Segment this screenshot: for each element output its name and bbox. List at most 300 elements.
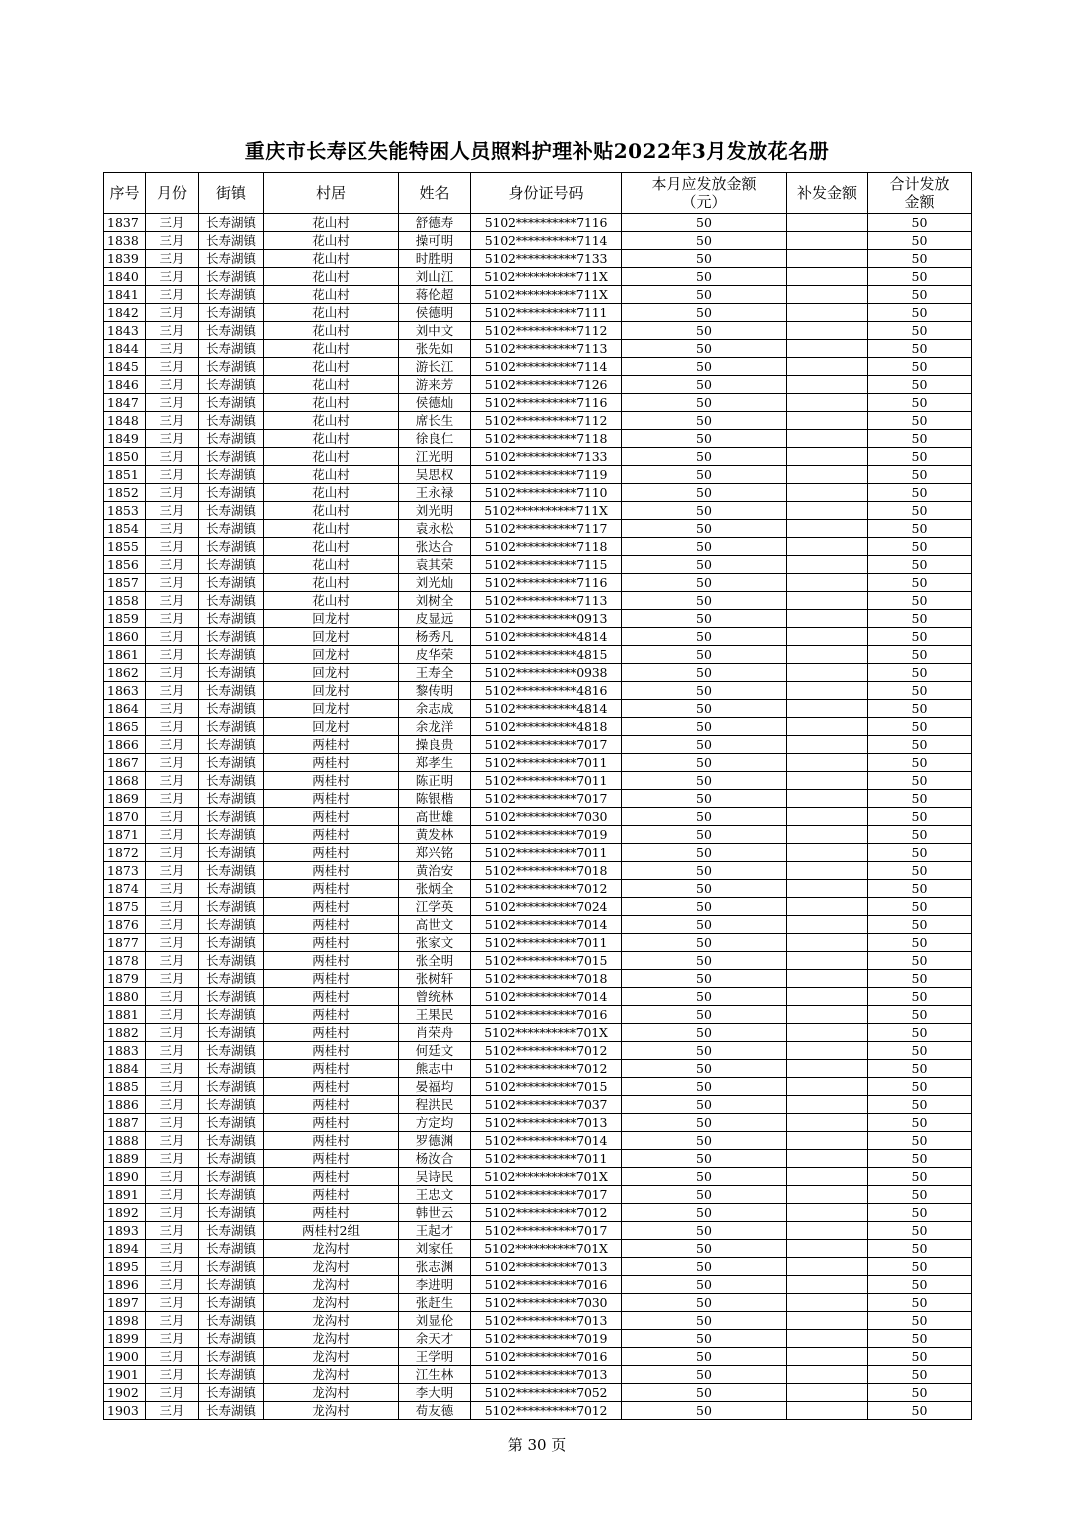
cell-name: 王果民	[399, 1006, 471, 1024]
cell-seq: 1877	[104, 934, 146, 952]
cell-name: 时胜明	[399, 250, 471, 268]
cell-village: 花山村	[264, 520, 399, 538]
cell-name: 皮华荣	[399, 646, 471, 664]
cell-amount-due: 50	[622, 358, 787, 376]
table-row	[104, 862, 972, 880]
cell-village: 龙沟村	[264, 1384, 399, 1402]
table-row	[104, 1348, 972, 1366]
cell-village: 回龙村	[264, 664, 399, 682]
cell-amount-due: 50	[622, 1168, 787, 1186]
cell-id-number: 5102**********7018	[471, 970, 622, 988]
cell-id-number: 5102**********7017	[471, 1222, 622, 1240]
cell-supplement	[787, 718, 868, 736]
cell-name: 刘山江	[399, 268, 471, 286]
cell-street: 长寿湖镇	[199, 790, 264, 808]
cell-amount-due: 50	[622, 1240, 787, 1258]
cell-name: 徐良仁	[399, 430, 471, 448]
cell-amount-due: 50	[622, 970, 787, 988]
cell-seq: 1856	[104, 556, 146, 574]
cell-amount-due: 50	[622, 1384, 787, 1402]
header-amount-due	[622, 173, 787, 214]
cell-seq: 1883	[104, 1042, 146, 1060]
cell-street: 长寿湖镇	[199, 286, 264, 304]
cell-amount-due: 50	[622, 646, 787, 664]
cell-street: 长寿湖镇	[199, 412, 264, 430]
cell-amount-due: 50	[622, 574, 787, 592]
cell-month: 三月	[146, 754, 199, 772]
cell-supplement	[787, 1258, 868, 1276]
table-row	[104, 754, 972, 772]
cell-amount-due: 50	[622, 916, 787, 934]
cell-month: 三月	[146, 484, 199, 502]
cell-month: 三月	[146, 502, 199, 520]
cell-amount-due: 50	[622, 1276, 787, 1294]
cell-amount-due: 50	[622, 214, 787, 232]
cell-total: 50	[868, 1222, 972, 1240]
cell-street: 长寿湖镇	[199, 718, 264, 736]
cell-street: 长寿湖镇	[199, 1006, 264, 1024]
table-row	[104, 1258, 972, 1276]
cell-street: 长寿湖镇	[199, 1204, 264, 1222]
cell-id-number: 5102**********7018	[471, 862, 622, 880]
cell-id-number: 5102**********7133	[471, 250, 622, 268]
cell-seq: 1869	[104, 790, 146, 808]
cell-seq: 1870	[104, 808, 146, 826]
cell-id-number: 5102**********7113	[471, 592, 622, 610]
cell-name: 吴诗民	[399, 1168, 471, 1186]
cell-total: 50	[868, 1312, 972, 1330]
cell-total: 50	[868, 1348, 972, 1366]
cell-street: 长寿湖镇	[199, 970, 264, 988]
cell-name: 李大明	[399, 1384, 471, 1402]
cell-name: 皮显远	[399, 610, 471, 628]
cell-name: 张炳全	[399, 880, 471, 898]
cell-month: 三月	[146, 610, 199, 628]
table-row	[104, 610, 972, 628]
header-id-number: 身份证号码	[471, 173, 622, 214]
cell-id-number: 5102**********7112	[471, 322, 622, 340]
cell-month: 三月	[146, 844, 199, 862]
cell-id-number: 5102**********7013	[471, 1114, 622, 1132]
cell-total: 50	[868, 1168, 972, 1186]
cell-name: 张家文	[399, 934, 471, 952]
cell-total: 50	[868, 682, 972, 700]
cell-month: 三月	[146, 1006, 199, 1024]
cell-total: 50	[868, 826, 972, 844]
cell-name: 王起才	[399, 1222, 471, 1240]
cell-village: 两桂村	[264, 736, 399, 754]
page-title: 重庆市长寿区失能特困人员照料护理补贴2022年3月发放花名册	[244, 139, 830, 163]
table-row	[104, 1132, 972, 1150]
cell-total: 50	[868, 484, 972, 502]
cell-seq: 1894	[104, 1240, 146, 1258]
cell-street: 长寿湖镇	[199, 358, 264, 376]
cell-supplement	[787, 232, 868, 250]
cell-total: 50	[868, 1366, 972, 1384]
cell-id-number: 5102**********711X	[471, 286, 622, 304]
cell-supplement	[787, 808, 868, 826]
cell-seq: 1858	[104, 592, 146, 610]
cell-amount-due: 50	[622, 1114, 787, 1132]
cell-name: 张达合	[399, 538, 471, 556]
cell-month: 三月	[146, 1384, 199, 1402]
cell-name: 吴思权	[399, 466, 471, 484]
cell-village: 花山村	[264, 286, 399, 304]
cell-month: 三月	[146, 808, 199, 826]
cell-month: 三月	[146, 232, 199, 250]
cell-seq: 1855	[104, 538, 146, 556]
table-row	[104, 538, 972, 556]
header-amount-due-line1: 本月应发放金额	[651, 175, 757, 193]
cell-supplement	[787, 592, 868, 610]
table-row	[104, 376, 972, 394]
cell-id-number: 5102**********7012	[471, 1042, 622, 1060]
table-row	[104, 808, 972, 826]
cell-id-number: 5102**********7114	[471, 358, 622, 376]
cell-id-number: 5102**********7030	[471, 1294, 622, 1312]
cell-month: 三月	[146, 340, 199, 358]
cell-village: 回龙村	[264, 700, 399, 718]
cell-amount-due: 50	[622, 862, 787, 880]
cell-street: 长寿湖镇	[199, 754, 264, 772]
cell-street: 长寿湖镇	[199, 1240, 264, 1258]
table-row	[104, 1168, 972, 1186]
cell-village: 花山村	[264, 268, 399, 286]
cell-id-number: 5102**********7133	[471, 448, 622, 466]
cell-street: 长寿湖镇	[199, 592, 264, 610]
cell-id-number: 5102**********7012	[471, 880, 622, 898]
cell-village: 两桂村	[264, 790, 399, 808]
cell-amount-due: 50	[622, 556, 787, 574]
cell-month: 三月	[146, 664, 199, 682]
cell-total: 50	[868, 736, 972, 754]
cell-supplement	[787, 574, 868, 592]
cell-supplement	[787, 736, 868, 754]
cell-village: 花山村	[264, 304, 399, 322]
cell-seq: 1881	[104, 1006, 146, 1024]
cell-supplement	[787, 1204, 868, 1222]
cell-name: 罗德渊	[399, 1132, 471, 1150]
cell-total: 50	[868, 1078, 972, 1096]
cell-supplement	[787, 916, 868, 934]
cell-name: 刘家任	[399, 1240, 471, 1258]
cell-id-number: 5102**********7011	[471, 772, 622, 790]
cell-seq: 1878	[104, 952, 146, 970]
cell-total: 50	[868, 556, 972, 574]
cell-total: 50	[868, 502, 972, 520]
cell-id-number: 5102**********4818	[471, 718, 622, 736]
cell-supplement	[787, 538, 868, 556]
cell-month: 三月	[146, 268, 199, 286]
cell-month: 三月	[146, 1132, 199, 1150]
cell-month: 三月	[146, 790, 199, 808]
cell-seq: 1859	[104, 610, 146, 628]
cell-seq: 1891	[104, 1186, 146, 1204]
cell-name: 侯德灿	[399, 394, 471, 412]
cell-total: 50	[868, 862, 972, 880]
cell-supplement	[787, 682, 868, 700]
cell-seq: 1902	[104, 1384, 146, 1402]
cell-total: 50	[868, 808, 972, 826]
cell-amount-due: 50	[622, 484, 787, 502]
table-row	[104, 1042, 972, 1060]
cell-village: 龙沟村	[264, 1330, 399, 1348]
cell-seq: 1838	[104, 232, 146, 250]
cell-village: 花山村	[264, 484, 399, 502]
cell-name: 刘中文	[399, 322, 471, 340]
cell-name: 张先如	[399, 340, 471, 358]
cell-month: 三月	[146, 1114, 199, 1132]
cell-total: 50	[868, 754, 972, 772]
cell-amount-due: 50	[622, 340, 787, 358]
cell-seq: 1845	[104, 358, 146, 376]
cell-street: 长寿湖镇	[199, 1330, 264, 1348]
table-row	[104, 916, 972, 934]
cell-street: 长寿湖镇	[199, 340, 264, 358]
cell-village: 龙沟村	[264, 1276, 399, 1294]
cell-village: 两桂村	[264, 1204, 399, 1222]
header-total-line2: 金额	[904, 193, 935, 211]
cell-village: 两桂村	[264, 1060, 399, 1078]
cell-amount-due: 50	[622, 754, 787, 772]
cell-amount-due: 50	[622, 1330, 787, 1348]
cell-village: 花山村	[264, 214, 399, 232]
cell-total: 50	[868, 916, 972, 934]
table-row	[104, 664, 972, 682]
cell-amount-due: 50	[622, 718, 787, 736]
cell-amount-due: 50	[622, 1366, 787, 1384]
cell-seq: 1889	[104, 1150, 146, 1168]
cell-village: 花山村	[264, 232, 399, 250]
cell-month: 三月	[146, 1060, 199, 1078]
table-row	[104, 880, 972, 898]
table-row	[104, 574, 972, 592]
cell-supplement	[787, 412, 868, 430]
cell-total: 50	[868, 268, 972, 286]
cell-name: 席长生	[399, 412, 471, 430]
table-row	[104, 1078, 972, 1096]
cell-month: 三月	[146, 1168, 199, 1186]
cell-total: 50	[868, 538, 972, 556]
cell-street: 长寿湖镇	[199, 916, 264, 934]
cell-street: 长寿湖镇	[199, 1366, 264, 1384]
cell-supplement	[787, 1078, 868, 1096]
cell-supplement	[787, 1060, 868, 1078]
cell-village: 花山村	[264, 430, 399, 448]
cell-village: 回龙村	[264, 610, 399, 628]
table-row	[104, 358, 972, 376]
cell-total: 50	[868, 520, 972, 538]
cell-supplement	[787, 214, 868, 232]
cell-street: 长寿湖镇	[199, 682, 264, 700]
cell-village: 花山村	[264, 592, 399, 610]
cell-seq: 1853	[104, 502, 146, 520]
header-total	[868, 173, 972, 214]
cell-id-number: 5102**********7114	[471, 232, 622, 250]
cell-month: 三月	[146, 358, 199, 376]
table-row	[104, 790, 972, 808]
cell-total: 50	[868, 988, 972, 1006]
cell-supplement	[787, 502, 868, 520]
cell-name: 晏福均	[399, 1078, 471, 1096]
cell-name: 舒德寿	[399, 214, 471, 232]
cell-month: 三月	[146, 646, 199, 664]
cell-id-number: 5102**********0938	[471, 664, 622, 682]
cell-month: 三月	[146, 574, 199, 592]
cell-id-number: 5102**********7016	[471, 1348, 622, 1366]
cell-supplement	[787, 988, 868, 1006]
cell-street: 长寿湖镇	[199, 1132, 264, 1150]
cell-street: 长寿湖镇	[199, 1078, 264, 1096]
cell-supplement	[787, 898, 868, 916]
cell-village: 两桂村	[264, 1150, 399, 1168]
cell-id-number: 5102**********0913	[471, 610, 622, 628]
roster-table	[103, 172, 972, 1420]
cell-village: 花山村	[264, 358, 399, 376]
cell-amount-due: 50	[622, 790, 787, 808]
cell-amount-due: 50	[622, 934, 787, 952]
cell-street: 长寿湖镇	[199, 430, 264, 448]
cell-village: 两桂村	[264, 916, 399, 934]
table-row	[104, 1312, 972, 1330]
cell-month: 三月	[146, 916, 199, 934]
cell-id-number: 5102**********7011	[471, 754, 622, 772]
cell-village: 两桂村2组	[264, 1222, 399, 1240]
table-row	[104, 448, 972, 466]
cell-amount-due: 50	[622, 502, 787, 520]
cell-amount-due: 50	[622, 520, 787, 538]
cell-amount-due: 50	[622, 430, 787, 448]
cell-seq: 1837	[104, 214, 146, 232]
cell-street: 长寿湖镇	[199, 520, 264, 538]
cell-month: 三月	[146, 394, 199, 412]
cell-seq: 1887	[104, 1114, 146, 1132]
cell-id-number: 5102**********7017	[471, 790, 622, 808]
cell-street: 长寿湖镇	[199, 862, 264, 880]
cell-supplement	[787, 556, 868, 574]
cell-village: 花山村	[264, 574, 399, 592]
cell-seq: 1864	[104, 700, 146, 718]
cell-month: 三月	[146, 736, 199, 754]
cell-seq: 1901	[104, 1366, 146, 1384]
cell-id-number: 5102**********7111	[471, 304, 622, 322]
cell-month: 三月	[146, 682, 199, 700]
cell-month: 三月	[146, 304, 199, 322]
cell-supplement	[787, 358, 868, 376]
cell-supplement	[787, 1402, 868, 1420]
cell-village: 龙沟村	[264, 1312, 399, 1330]
cell-seq: 1854	[104, 520, 146, 538]
cell-name: 江学英	[399, 898, 471, 916]
cell-id-number: 5102**********7011	[471, 1150, 622, 1168]
cell-village: 两桂村	[264, 1078, 399, 1096]
cell-name: 肖荣舟	[399, 1024, 471, 1042]
cell-supplement	[787, 1006, 868, 1024]
cell-total: 50	[868, 790, 972, 808]
cell-amount-due: 50	[622, 538, 787, 556]
cell-supplement	[787, 1150, 868, 1168]
cell-supplement	[787, 790, 868, 808]
table-row	[104, 952, 972, 970]
cell-street: 长寿湖镇	[199, 538, 264, 556]
cell-month: 三月	[146, 466, 199, 484]
cell-id-number: 5102**********7113	[471, 340, 622, 358]
cell-amount-due: 50	[622, 1132, 787, 1150]
cell-street: 长寿湖镇	[199, 808, 264, 826]
cell-amount-due: 50	[622, 376, 787, 394]
cell-total: 50	[868, 1024, 972, 1042]
table-row	[104, 502, 972, 520]
cell-street: 长寿湖镇	[199, 934, 264, 952]
cell-amount-due: 50	[622, 736, 787, 754]
cell-total: 50	[868, 1384, 972, 1402]
cell-supplement	[787, 862, 868, 880]
cell-seq: 1842	[104, 304, 146, 322]
cell-supplement	[787, 322, 868, 340]
header-supplement: 补发金额	[787, 173, 868, 214]
table-row	[104, 1276, 972, 1294]
cell-seq: 1849	[104, 430, 146, 448]
cell-id-number: 5102**********7013	[471, 1366, 622, 1384]
cell-amount-due: 50	[622, 466, 787, 484]
cell-street: 长寿湖镇	[199, 700, 264, 718]
cell-id-number: 5102**********7126	[471, 376, 622, 394]
cell-village: 花山村	[264, 394, 399, 412]
cell-supplement	[787, 880, 868, 898]
cell-id-number: 5102**********7110	[471, 484, 622, 502]
cell-street: 长寿湖镇	[199, 844, 264, 862]
cell-seq: 1848	[104, 412, 146, 430]
table-row	[104, 826, 972, 844]
cell-village: 花山村	[264, 412, 399, 430]
cell-name: 王学明	[399, 1348, 471, 1366]
cell-name: 江生林	[399, 1366, 471, 1384]
cell-month: 三月	[146, 1150, 199, 1168]
cell-supplement	[787, 628, 868, 646]
cell-month: 三月	[146, 1042, 199, 1060]
cell-village: 两桂村	[264, 772, 399, 790]
cell-total: 50	[868, 898, 972, 916]
cell-name: 高世文	[399, 916, 471, 934]
cell-month: 三月	[146, 1204, 199, 1222]
cell-village: 花山村	[264, 340, 399, 358]
table-row	[104, 1060, 972, 1078]
cell-village: 两桂村	[264, 970, 399, 988]
cell-total: 50	[868, 340, 972, 358]
cell-month: 三月	[146, 520, 199, 538]
cell-street: 长寿湖镇	[199, 1150, 264, 1168]
cell-month: 三月	[146, 1186, 199, 1204]
cell-seq: 1867	[104, 754, 146, 772]
cell-total: 50	[868, 412, 972, 430]
cell-month: 三月	[146, 448, 199, 466]
cell-amount-due: 50	[622, 1060, 787, 1078]
cell-supplement	[787, 1384, 868, 1402]
table-row	[104, 484, 972, 502]
table-row	[104, 934, 972, 952]
cell-supplement	[787, 1042, 868, 1060]
cell-name: 游来芳	[399, 376, 471, 394]
cell-amount-due: 50	[622, 808, 787, 826]
cell-seq: 1844	[104, 340, 146, 358]
cell-village: 两桂村	[264, 862, 399, 880]
cell-village: 两桂村	[264, 988, 399, 1006]
cell-amount-due: 50	[622, 268, 787, 286]
cell-amount-due: 50	[622, 880, 787, 898]
cell-seq: 1861	[104, 646, 146, 664]
cell-month: 三月	[146, 322, 199, 340]
cell-month: 三月	[146, 286, 199, 304]
